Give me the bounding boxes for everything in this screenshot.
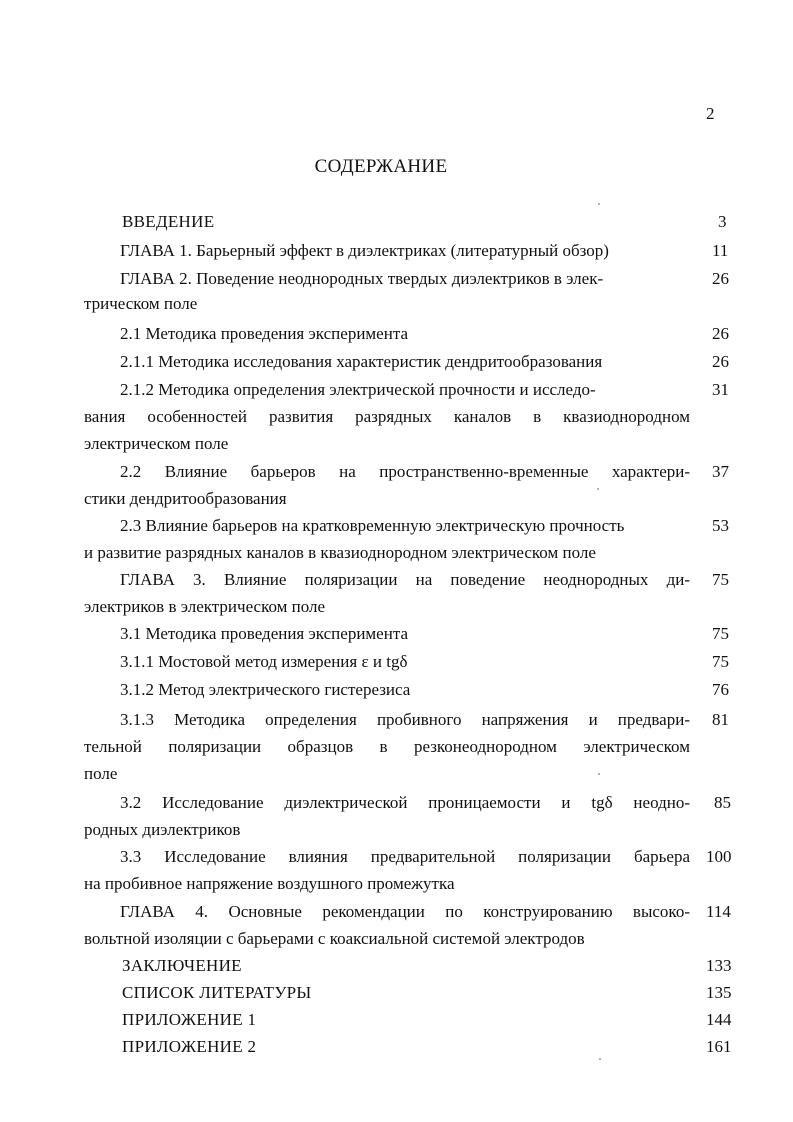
toc-entry-text: ПРИЛОЖЕНИЕ 2 [122, 1037, 257, 1056]
toc-entry-page: 85 [714, 793, 731, 812]
scan-speck [597, 488, 599, 490]
toc-entry-text: СПИСОК ЛИТЕРАТУРЫ [122, 983, 312, 1002]
toc-entry-page: 37 [712, 462, 729, 481]
toc-entry-continuation: стики дендритообразования [84, 489, 287, 508]
toc-entry-text: 2.1.1 Методика исследования характеристик дендритообразования [120, 352, 603, 371]
toc-entry-continuation: вания особенностей развития разрядных каналов в квазиоднородном [84, 407, 690, 426]
toc-entry-text: 2.2 Влияние барьеров на пространственно-временные характери- [120, 462, 690, 481]
toc-entry-text: ГЛАВА 1. Барьерный эффект в диэлектриках (литературный обзор) [120, 241, 609, 260]
toc-entry-page: 144 [706, 1010, 732, 1029]
toc-entry-text: 3.1 Методика проведения эксперимента [120, 624, 409, 643]
toc-entry-text: 3.1.3 Методика определения пробивного напряжения и предвари- [120, 710, 690, 729]
toc-entry-text: ГЛАВА 4. Основные рекомендации по конструированию высоко- [120, 902, 690, 921]
scan-speck [598, 773, 600, 775]
toc-entry-continuation: электрическом поле [84, 434, 229, 453]
toc-entry-page: 26 [712, 269, 729, 288]
toc-entry-page: 11 [712, 241, 729, 260]
toc-entry-page: 135 [706, 983, 732, 1002]
toc-entry-continuation: трическом поле [84, 294, 198, 313]
toc-entry-text: 2.1 Методика проведения эксперимента [120, 324, 409, 343]
toc-entry-page: 75 [712, 624, 729, 643]
toc-entry-text: 3.3 Исследование влияния предварительной поляризации барьера [120, 847, 690, 866]
scan-speck [598, 203, 600, 205]
toc-entry-continuation: тельной поляризации образцов в резконеоднородном электрическом [84, 737, 690, 756]
toc-entry-text: ГЛАВА 2. Поведение неоднородных твердых диэлектриков в элек- [120, 269, 604, 288]
toc-entry-text: 2.1.2 Методика определения электрической прочности и исследо- [120, 380, 596, 399]
toc-entry-page: 81 [712, 710, 729, 729]
toc-entry-continuation: поле [84, 764, 118, 783]
toc-entry-page: 161 [706, 1037, 732, 1056]
toc-entry-page: 31 [712, 380, 729, 399]
toc-entry-page: 26 [712, 352, 729, 371]
toc-entry-page: 76 [712, 680, 729, 699]
toc-entry-text: 3.1.2 Метод электрического гистерезиса [120, 680, 411, 699]
toc-entry-text: ПРИЛОЖЕНИЕ 1 [122, 1010, 257, 1029]
page-number: 2 [706, 104, 715, 123]
scan-speck [599, 1058, 601, 1060]
toc-entry-text: 2.3 Влияние барьеров на кратковременную электрическую прочность [120, 516, 625, 535]
toc-entry-page: 3 [718, 212, 727, 231]
toc-entry-text: 3.1.1 Мостовой метод измерения ε и tgδ [120, 652, 408, 671]
toc-entry-text: ВВЕДЕНИЕ [122, 212, 215, 231]
toc-entry-continuation: на пробивное напряжение воздушного промежутка [84, 874, 455, 893]
toc-entry-continuation: вольтной изоляции с барьерами с коаксиальной системой электродов [84, 929, 585, 948]
toc-entry-page: 75 [712, 570, 729, 589]
toc-entry-page: 133 [706, 956, 732, 975]
toc-entry-continuation: и развитие разрядных каналов в квазиоднородном электрическом поле [84, 543, 596, 562]
toc-title: СОДЕРЖАНИЕ [314, 156, 448, 177]
toc-entry-continuation: родных диэлектриков [84, 820, 241, 839]
toc-entry-text: 3.2 Исследование диэлектрической проницаемости и tgδ неодно- [120, 793, 690, 812]
toc-entry-page: 26 [712, 324, 729, 343]
toc-entry-page: 53 [712, 516, 729, 535]
toc-entry-page: 100 [706, 847, 732, 866]
toc-entry-page: 114 [706, 902, 731, 921]
toc-entry-text: ЗАКЛЮЧЕНИЕ [122, 956, 242, 975]
toc-entry-continuation: электриков в электрическом поле [84, 597, 326, 616]
toc-entry-text: ГЛАВА 3. Влияние поляризации на поведение неоднородных ди- [120, 570, 690, 589]
toc-entry-page: 75 [712, 652, 729, 671]
